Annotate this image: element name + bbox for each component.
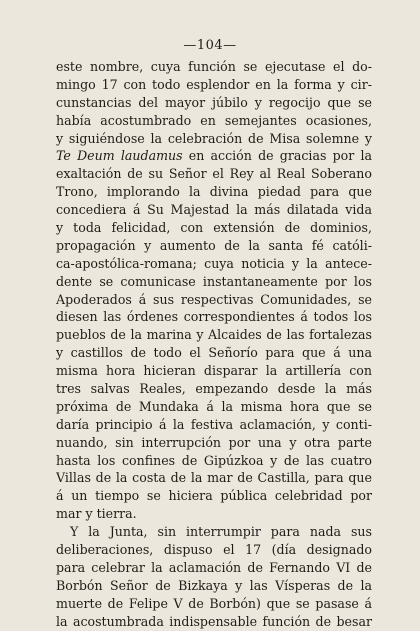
page-number: —104—	[183, 38, 237, 53]
text-line: tres salvas Reales, empezando desde la más	[56, 381, 372, 397]
text-line: próxima de Mundaka á la misma hora que se	[56, 398, 372, 414]
text-line: cunstancias del mayor júbilo y regocijo que se	[56, 94, 372, 110]
text-line: Apoderados á sus respectivas Comunidades, se	[56, 291, 372, 307]
text-line: pueblos de la marina y Alcaides de las fortalezas	[56, 327, 372, 343]
text-line: Y la Junta, sin interrumpir para nada sus	[70, 524, 372, 540]
text-line: mar y tierra.	[56, 506, 137, 522]
text-line: nuando, sin interrupción por una y otra parte	[56, 434, 372, 450]
text-line: muerte de Felipe V de Borbón) que se pasase á	[56, 595, 372, 611]
text-line: deliberaciones, dispuso el 17 (día designado	[56, 542, 372, 558]
paragraph-2	[56, 523, 372, 630]
text-line: dente se comunicase instantaneamente por los	[56, 273, 372, 289]
text-line: misma hora hicieran disparar la artillería con	[56, 363, 372, 379]
body-text	[56, 58, 372, 631]
text-line: Borbón Señor de Bizkaya y las Vísperas de la	[56, 577, 372, 593]
text-line: y toda felicidad, con extensión de dominios,	[56, 220, 372, 236]
italic-phrase: Te Deum laudamus	[56, 148, 183, 164]
text-line: á un tiempo se hiciera pública celebridad por	[56, 488, 372, 504]
text-line: y siguiéndose la celebración de Misa solemne y	[56, 130, 372, 146]
text-fragment: en acción de gracias por la	[182, 148, 372, 164]
text-line: concediera á Su Majestad la más dilatada vida	[56, 202, 372, 218]
text-line: había acostumbrado en semejantes ocasiones,	[56, 112, 372, 128]
text-line-mixed	[56, 147, 372, 165]
text-line: propagación y aumento de la santa fé católi-	[56, 237, 372, 253]
text-line: exaltación de su Señor el Rey al Real Soberano	[56, 166, 372, 182]
text-line: daría principio á la festiva aclamación, y conti-	[56, 416, 372, 432]
text-line: este nombre, cuya función se ejecutase el do-	[56, 59, 372, 74]
text-line: mingo 17 con todo esplendor en la forma y cir-	[56, 76, 372, 92]
text-line: hasta los confines de Gipúzkoa y de las cuatro	[56, 452, 372, 468]
text-line: la acostumbrada indispensable función de besar	[56, 613, 372, 629]
text-line: Trono, implorando la divina piedad para que	[56, 184, 372, 200]
text-line: y castillos de todo el Señorío para que á una	[56, 345, 372, 361]
paragraph-1	[56, 58, 372, 523]
text-line: ca-apostólica-romana; cuya noticia y la antece-	[56, 255, 372, 271]
text-line: diesen las órdenes correspondientes á todos los	[56, 309, 372, 325]
text-line: Villas de la costa de la mar de Castilla, para que	[56, 470, 372, 486]
text-line: para celebrar la aclamación de Fernando VI de	[56, 559, 372, 575]
